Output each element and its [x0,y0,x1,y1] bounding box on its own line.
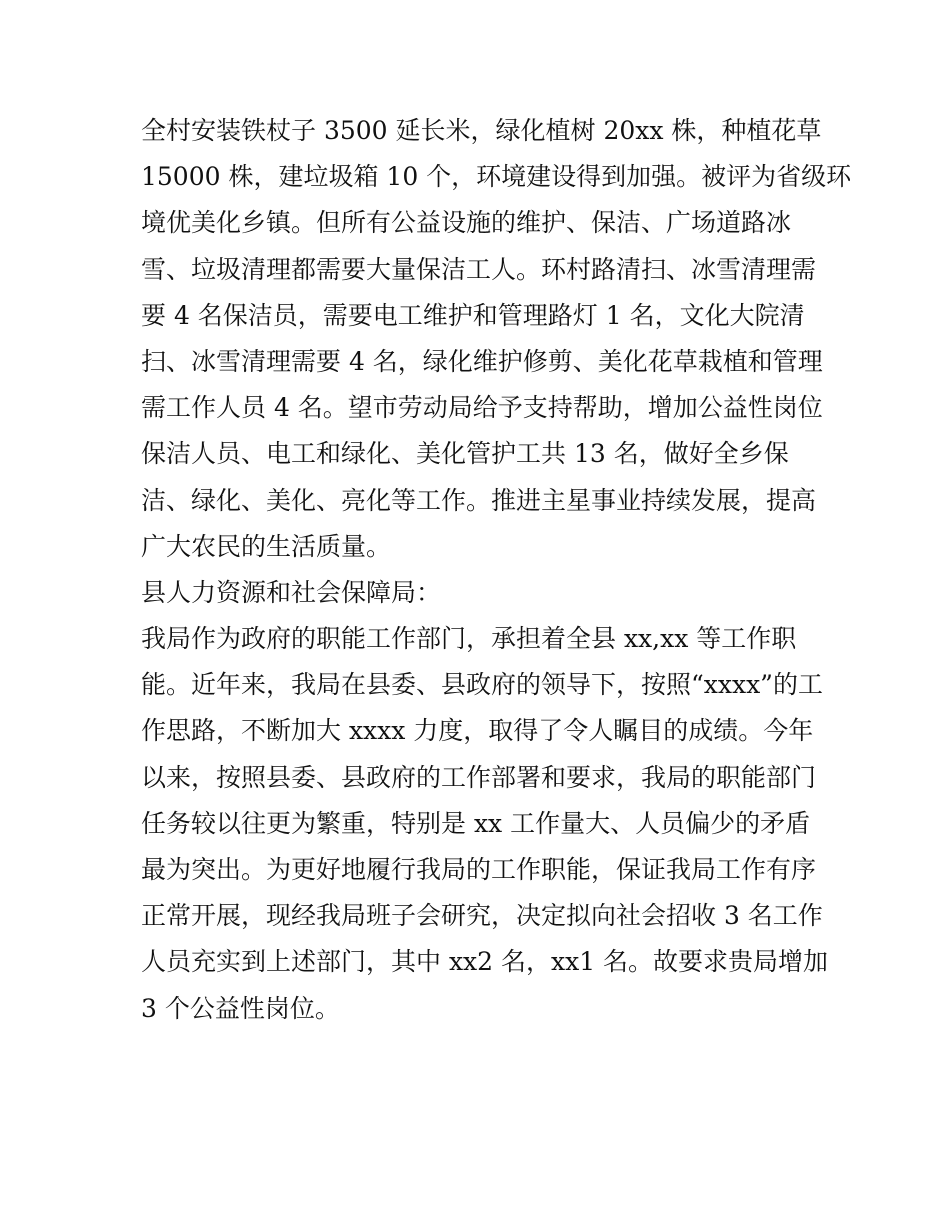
section-heading: 县人力资源和社会保障局： [141,577,442,607]
text-line: 需工作人员 4 名。望市劳动局给予支持帮助，增加公益性岗位 [141,393,823,423]
text-line: 正常开展，现经我局班子会研究，决定拟向社会招收 3 名工作 [141,901,823,931]
text-line: 3 个公益性岗位。 [141,993,340,1023]
text-line: 境优美化乡镇。但所有公益设施的维护、保洁、广场道路冰 [141,208,792,238]
text-line: 最为突出。为更好地履行我局的工作职能，保证我局工作有序 [141,855,817,884]
text-line: 要 4 名保洁员，需要电工维护和管理路灯 1 名，文化大院清 [141,300,805,330]
text-line: 扫、冰雪清理需要 4 名，绿化维护修剪、美化花草栽植和管理 [141,346,823,376]
text-line: 保洁人员、电工和绿化、美化管护工共 13 名，做好全乡保 [141,439,789,469]
text-line: 全村安装铁杖子 3500 延长米，绿化植树 20xx 株，种植花草 [141,116,822,145]
text-line: 洁、绿化、美化、亮化等工作。推进主星事业持续发展，提高 [141,485,817,515]
text-line: 以来，按照县委、县政府的工作部署和要求，我局的职能部门 [141,762,817,792]
document-body [141,108,852,1032]
text-line: 我局作为政府的职能工作部门，承担着全县 xx,xx 等工作职 [141,624,797,654]
text-line: 人员充实到上述部门，其中 xx2 名，xx1 名。故要求贵局增加 [141,947,829,977]
text-line: 作思路，不断加大 xxxx 力度，取得了令人瞩目的成绩。今年 [141,716,814,746]
text-line: 广大农民的生活质量。 [141,531,392,561]
text-line: 能。近年来，我局在县委、县政府的领导下，按照“xxxx”的工 [141,670,823,700]
text-line: 雪、垃圾清理都需要大量保洁工人。环村路清扫、冰雪清理需 [141,254,817,284]
text-line: 任务较以往更为繁重，特别是 xx 工作量大、人员偏少的矛盾 [141,808,811,838]
text-line: 15000 株，建垃圾箱 10 个，环境建设得到加强。被评为省级环 [141,162,852,192]
